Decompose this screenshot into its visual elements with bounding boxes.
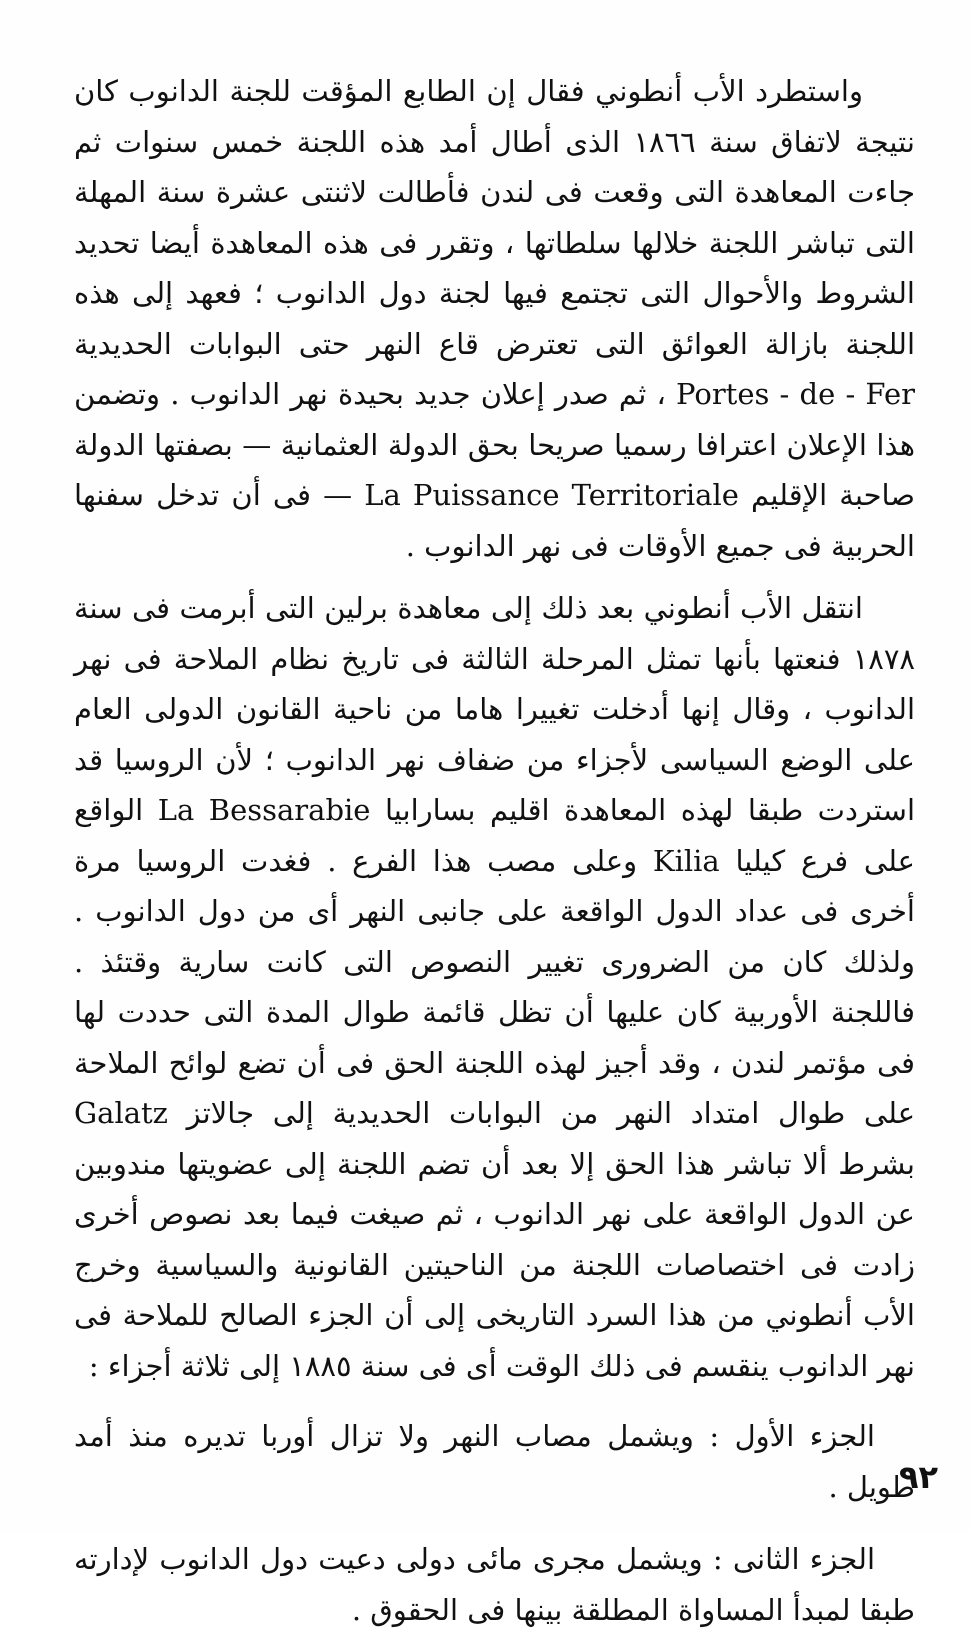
page-number: ٩٢ bbox=[898, 1458, 938, 1496]
paragraph-berlin-treaty: انتقل الأب أنطوني بعد ذلك إلى معاهدة برلين التى أبرمت فى سنة ١٨٧٨ فنعتها بأنها تمثل المرحلة الثالثة فى تاريخ نظام الملاحة فى نهر الدانوب ، وقال إنها أدخلت تغييرا هاما من ناحية القانون الدولى العام على الوضع السياسى لأجزاء من ضفاف نهر الدانوب ؛ لأن الروسيا قد استردت طبقا لهذه المعاهدة اقليم بسارابيا La Bessarabie الواقع على فرع كيليا Kilia وعلى مصب هذا الفرع . فغدت الروسيا مرة أخرى فى عداد الدول الواقعة على جانبى النهر أى من دول الدانوب . ولذلك كان من الضرورى تغيير النصوص التى كانت سارية وقتئذ . فاللجنة الأوربية كان عليها أن تظل قائمة طوال المدة التى حددت لها فى مؤتمر لندن ، وقد أجيز لهذه اللجنة الحق فى أن تضع لوائح الملاحة على طوال امتداد النهر من البوابات الحديدية إلى جالاتز Galatz بشرط ألا تباشر هذا الحق إلا بعد أن تضم اللجنة إلى عضويتها مندوبين عن الدول الواقعة على نهر الدانوب ، ثم صيغت فيما بعد نصوص أخرى زادت فى اختصاصات اللجنة من الناحيتين القانونية والسياسية وخرج الأب أنطوني من هذا السرد التاريخى إلى أن الجزء الصالح للملاحة فى نهر الدانوب ينقسم فى ذلك الوقت أى فى سنة ١٨٨٥ إلى ثلاثة أجزاء : bbox=[74, 591, 915, 1383]
part-two: الجزء الثانى : ويشمل مجرى مائى دولى دعيت دول الدانوب لإدارته طبقا لمبدأ المساواة المطلقة بينها فى الحقوق . bbox=[74, 1542, 915, 1627]
page-body bbox=[74, 66, 915, 1635]
paragraph-danube-commission: واستطرد الأب أنطوني فقال إن الطابع المؤقت للجنة الدانوب كان نتيجة لاتفاق سنة ١٨٦٦ الذى أطال أمد هذه اللجنة خمس سنوات ثم جاءت المعاهدة التى وقعت فى لندن فأطالت لاثنتى عشرة سنة المهلة التى تباشر اللجنة خلالها سلطاتها ، وتقرر فى هذه المعاهدة أيضا تحديد الشروط والأحوال التى تجتمع فيها لجنة دول الدانوب ؛ فعهد إلى هذه اللجنة بازالة العوائق التى تعترض قاع النهر حتى البوابات الحديدية Portes - de - Fer ، ثم صدر إعلان جديد بحيدة نهر الدانوب . وتضمن هذا الإعلان اعترافا رسميا صريحا بحق الدولة العثمانية — بصفتها الدولة صاحبة الإقليم La Puissance Territoriale — فى أن تدخل سفنها الحربية فى جميع الأوقات فى نهر الدانوب . bbox=[74, 74, 915, 563]
part-one: الجزء الأول : ويشمل مصاب النهر ولا تزال أوربا تديره منذ أمد طويل . bbox=[74, 1419, 915, 1504]
